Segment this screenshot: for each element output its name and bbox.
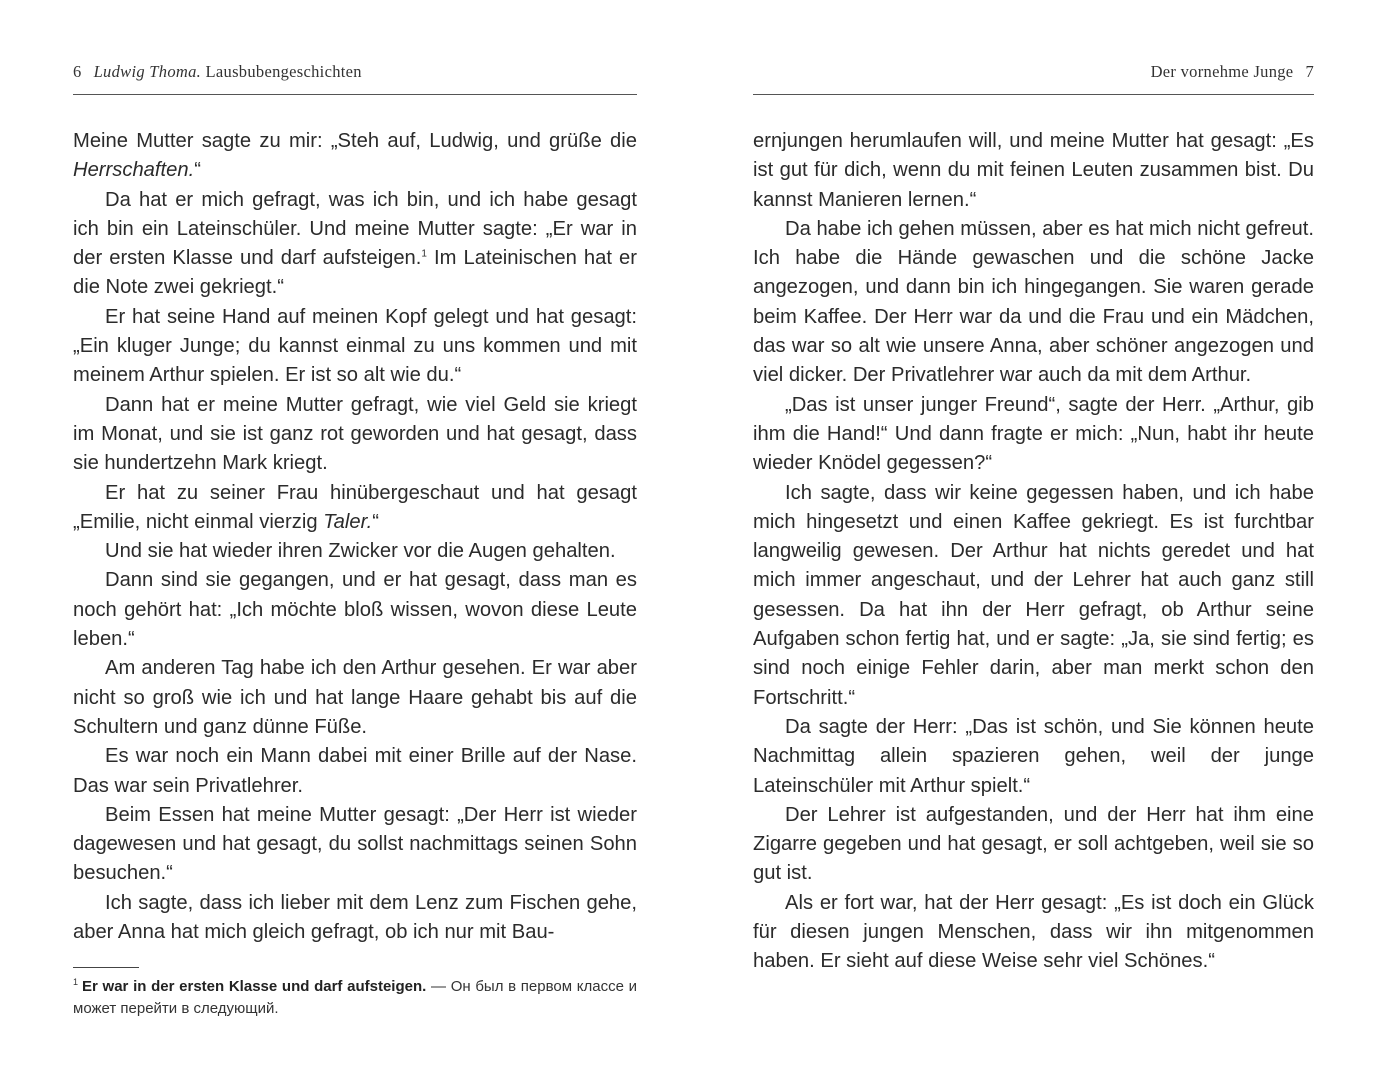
header-rule: [753, 94, 1314, 95]
paragraph: [73, 186, 637, 303]
footnote-mark: 1: [73, 977, 79, 987]
paragraph: [73, 889, 637, 948]
text-run: Ich sagte, dass wir keine gegessen haben, und ich habe mich hingesetzt und einen Kaffee gekriegt. Es ist furchtbar langweilig gewesen. Der Arthur hat nichts geredet und hat mich immer angeschaut, und der Lehrer hat auch ganz still gesessen. Da hat ihn der Herr gefragt, ob Arthur seine Aufgaben schon fertig hat, und er sagte: „Ja, sie sind fertig; es sind noch einige Fehler darin, aber man merkt schon den Fortschritt.“: [753, 481, 1314, 709]
text-run: Beim Essen hat meine Mutter gesagt: „Der Herr ist wieder dagewesen und hat gesagt, du sollst nachmittags seinen Sohn besuchen.“: [73, 803, 637, 885]
paragraph: [753, 215, 1314, 391]
footnote-translation: — Он был в первом классе и может перейти в следующий.: [73, 978, 637, 1017]
right-page: [753, 0, 1314, 1080]
paragraph: [753, 479, 1314, 713]
paragraph: [753, 127, 1314, 215]
text-run: Dann hat er meine Mutter gefragt, wie viel Geld sie kriegt im Monat, und sie ist ganz rot geworden und hat gesagt, dass sie hundertzehn Mark kriegt.: [73, 393, 637, 475]
paragraph: [73, 303, 637, 391]
text-run: “: [372, 510, 379, 533]
paragraph: [73, 566, 637, 654]
text-run: Er hat zu seiner Frau hinübergeschaut und hat gesagt „Emilie, nicht einmal vierzig: [73, 481, 637, 533]
paragraph: [73, 391, 637, 479]
text-run: „Das ist unser junger Freund“, sagte der Herr. „Arthur, gib ihm die Hand!“ Und dann fragte er mich: „Nun, habt ihr heute wieder Knödel gegessen?“: [753, 393, 1314, 475]
italic-text: Taler.: [323, 510, 373, 533]
running-head-right: [753, 62, 1314, 82]
header-rule: [73, 94, 637, 95]
paragraph: [753, 713, 1314, 801]
body-text: [753, 127, 1314, 977]
paragraph: [753, 889, 1314, 977]
text-run: Im Lateinischen hat er die Note zwei gekriegt.“: [73, 247, 637, 299]
footnote-source-text: Er war in der ersten Klasse und darf aufsteigen.: [82, 978, 427, 995]
page-number: 6: [73, 62, 82, 81]
text-run: Da sagte der Herr: „Das ist schön, und Sie können heute Nachmittag allein spazieren gehen, weil der junge Lateinschüler mit Arthur spielt.“: [753, 715, 1314, 797]
text-run: Der Lehrer ist aufgestanden, und der Herr hat ihm eine Zigarre gegeben und hat gesagt, er soll achtgeben, weil sie so gut ist.: [753, 803, 1314, 885]
paragraph: [73, 127, 637, 186]
text-run: ernjungen herumlaufen will, und meine Mutter hat gesagt: „Es ist gut für dich, wenn du mit feinen Leuten zusammen bist. Du kannst Manieren lernen.“: [753, 130, 1314, 211]
paragraph: [753, 391, 1314, 479]
running-head-left: [73, 62, 637, 82]
text-run: Als er fort war, hat der Herr gesagt: „Es ist doch ein Glück für diesen jungen Menschen, dass wir ihn mitgenommen haben. Er sieht auf diese Weise sehr viel Schönes.“: [753, 891, 1314, 973]
footnote: [73, 971, 637, 1020]
text-run: Dann sind sie gegangen, und er hat gesagt, dass man es noch gehört hat: „Ich möchte bloß wissen, wovon diese Leute leben.“: [73, 569, 637, 651]
text-run: Am anderen Tag habe ich den Arthur gesehen. Er war aber nicht so groß wie ich und hat lange Haare gehabt bis auf die Schultern und ganz dünne Füße.: [73, 657, 637, 738]
text-run: Da habe ich gehen müssen, aber es hat mich nicht gefreut. Ich habe die Hände gewaschen und die schöne Jacke angezogen, und dann bin ich hingegangen. Sie waren gerade beim Kaffee. Der Herr war da und die Frau und ein Mädchen, das war so alt wie unsere Anna, aber schöner angezogen und viel dicker. Der Privatlehrer war auch da mit dem Arthur.: [753, 217, 1314, 387]
paragraph: [73, 479, 637, 538]
text-run: Da hat er mich gefragt, was ich bin, und ich habe gesagt ich bin ein Lateinschüler. Und meine Mutter sagte: „Er war in der ersten Klasse und darf aufsteigen.: [73, 188, 637, 270]
paragraph: [73, 537, 637, 566]
text-run: Ich sagte, dass ich lieber mit dem Lenz zum Fischen gehe, aber Anna hat mich gleich gefragt, ob ich nur mit Bau-: [73, 891, 637, 944]
author-name: Ludwig Thoma.: [93, 62, 202, 81]
italic-text: Herrschaften.: [73, 159, 195, 182]
text-run: Es war noch ein Mann dabei mit einer Brille auf der Nase. Das war sein Privatlehrer.: [73, 745, 637, 797]
body-text: [73, 127, 637, 947]
text-run: “: [194, 159, 201, 182]
text-run: Und sie hat wieder ihren Zwicker vor die Augen gehalten.: [105, 540, 616, 563]
paragraph: [73, 801, 637, 889]
text-run: Er hat seine Hand auf meinen Kopf gelegt und hat gesagt: „Ein kluger Junge; du kannst einmal zu uns kommen und mit meinem Arthur spielen. Er ist so alt wie du.“: [73, 305, 637, 387]
paragraph: [73, 742, 637, 801]
footnote-rule: [73, 967, 139, 968]
page-number: 7: [1305, 62, 1314, 81]
left-page: [73, 0, 637, 1080]
book-title: Lausbubengeschichten: [205, 62, 362, 81]
text-run: Meine Mutter sagte zu mir: „Steh auf, Ludwig, und grüße die: [73, 130, 637, 152]
paragraph: [73, 654, 637, 742]
footnote-reference: 1: [421, 248, 427, 260]
chapter-title: Der vornehme Junge: [1150, 62, 1294, 81]
paragraph: [753, 801, 1314, 889]
